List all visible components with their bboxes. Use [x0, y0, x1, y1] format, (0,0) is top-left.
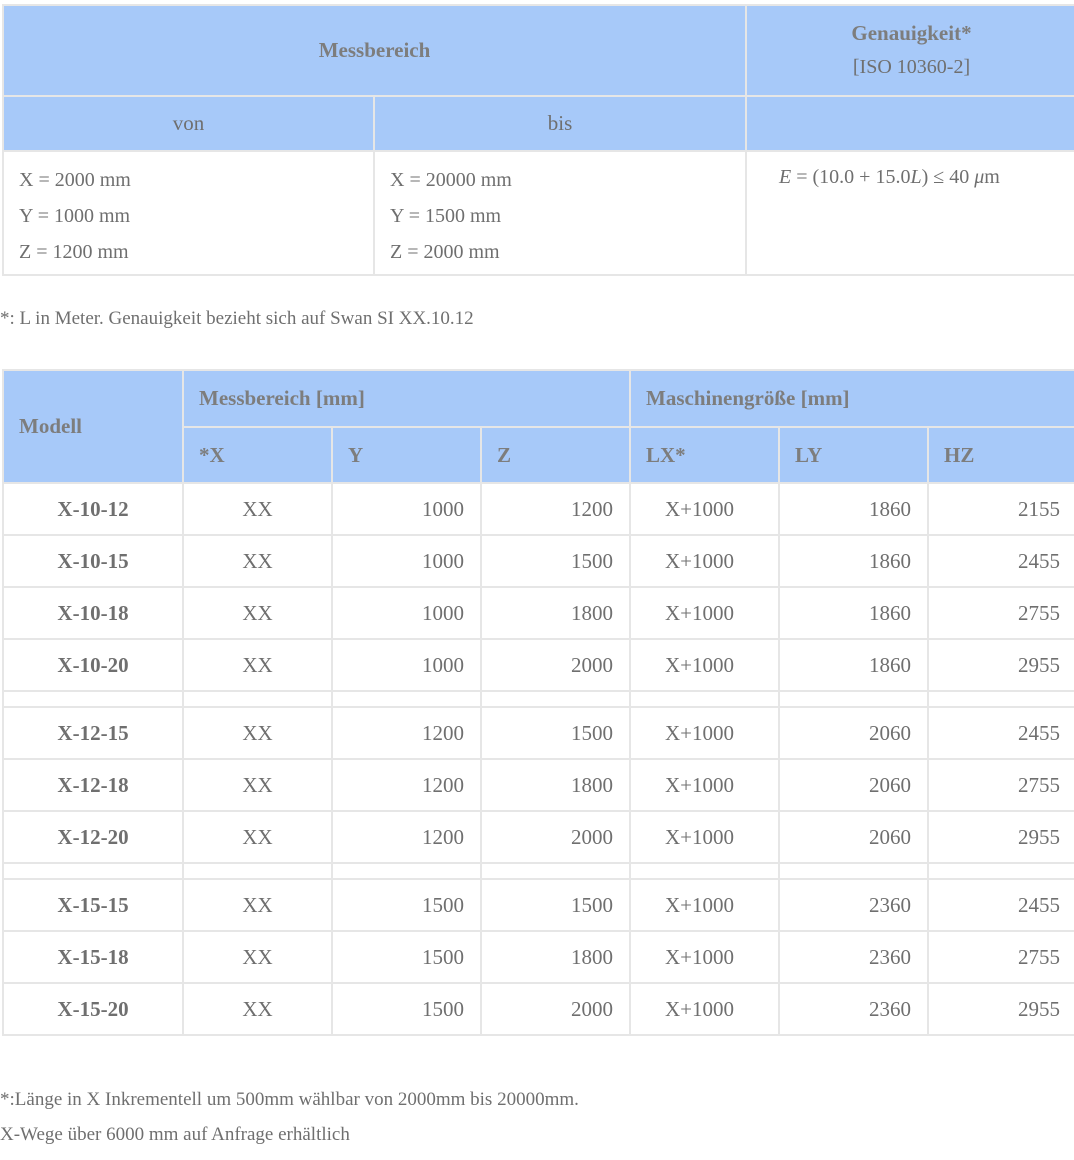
cell-lx: X+1000: [630, 483, 779, 535]
cell-x: XX: [183, 759, 332, 811]
cell-x: XX: [183, 707, 332, 759]
model-name-cell: X-10-12: [3, 483, 183, 535]
model-name-cell: X-15-18: [3, 931, 183, 983]
xwege-note: X-Wege über 6000 mm auf Anfrage erhältlich: [0, 1124, 350, 1145]
cell-lx: X+1000: [630, 983, 779, 1035]
length-note: *:Länge in X Inkrementell um 500mm wählbar von 2000mm bis 20000mm.: [0, 1089, 579, 1110]
cell-ly: 1860: [779, 535, 928, 587]
cell-x: XX: [183, 931, 332, 983]
cell-hz: 2455: [928, 879, 1074, 931]
modell-header: Modell: [3, 370, 183, 483]
model-table-body: [3, 483, 1074, 1035]
bis-header: bis: [374, 96, 746, 151]
cell-lx: X+1000: [630, 879, 779, 931]
cell-x: XX: [183, 811, 332, 863]
separator-cell: [630, 863, 779, 879]
spec-table: [2, 4, 1074, 276]
bis-z: Z = 2000 mm: [390, 241, 500, 263]
messbereich-header: Messbereich: [3, 5, 746, 96]
von-x: X = 2000 mm: [19, 169, 131, 191]
col-y-header: Y: [332, 427, 481, 483]
cell-hz: 2755: [928, 587, 1074, 639]
genauigkeit-title: Genauigkeit*: [851, 20, 972, 45]
cell-ly: 2360: [779, 983, 928, 1035]
model-name-cell: X-15-20: [3, 983, 183, 1035]
separator-cell: [481, 691, 630, 707]
genauigkeit-cell: [746, 151, 1074, 275]
col-lx-header: LX*: [630, 427, 779, 483]
model-name-cell: X-12-18: [3, 759, 183, 811]
cell-ly: 2060: [779, 707, 928, 759]
cell-hz: 2455: [928, 535, 1074, 587]
cell-ly: 1860: [779, 587, 928, 639]
cell-y: 1000: [332, 535, 481, 587]
separator-cell: [481, 863, 630, 879]
table-row: [3, 931, 1074, 983]
cell-hz: 2455: [928, 707, 1074, 759]
cell-y: 1000: [332, 587, 481, 639]
von-z: Z = 1200 mm: [19, 241, 129, 263]
cell-lx: X+1000: [630, 811, 779, 863]
cell-lx: X+1000: [630, 707, 779, 759]
model-name-cell: X-12-20: [3, 811, 183, 863]
cell-hz: 2755: [928, 759, 1074, 811]
accuracy-note: *: L in Meter. Genauigkeit bezieht sich auf Swan SI XX.10.12: [0, 308, 474, 329]
model-name-cell: X-10-20: [3, 639, 183, 691]
separator-cell: [928, 863, 1074, 879]
col-hz-header: HZ: [928, 427, 1074, 483]
von-cell: [3, 151, 374, 275]
bis-y: Y = 1500 mm: [390, 205, 502, 227]
model-table: [2, 369, 1074, 1036]
table-row: [3, 759, 1074, 811]
cell-x: XX: [183, 483, 332, 535]
cell-lx: X+1000: [630, 587, 779, 639]
cell-x: XX: [183, 879, 332, 931]
table-row: [3, 879, 1074, 931]
separator-cell: [630, 691, 779, 707]
cell-lx: X+1000: [630, 639, 779, 691]
von-y: Y = 1000 mm: [19, 205, 131, 227]
separator-cell: [183, 691, 332, 707]
cell-hz: 2955: [928, 811, 1074, 863]
cell-y: 1500: [332, 931, 481, 983]
separator-cell: [332, 691, 481, 707]
cell-ly: 1860: [779, 639, 928, 691]
cell-hz: 2955: [928, 983, 1074, 1035]
cell-y: 1000: [332, 483, 481, 535]
table-row: [3, 587, 1074, 639]
model-name-cell: X-12-15: [3, 707, 183, 759]
group-separator: [3, 863, 1074, 879]
cell-z: 1500: [481, 535, 630, 587]
table-row: [3, 535, 1074, 587]
cell-y: 1200: [332, 707, 481, 759]
cell-ly: 2360: [779, 931, 928, 983]
separator-cell: [3, 863, 183, 879]
maschinengroesse-header: Maschinengröße [mm]: [630, 370, 1074, 427]
table-row: [3, 811, 1074, 863]
cell-ly: 2060: [779, 811, 928, 863]
col-ly-header: LY: [779, 427, 928, 483]
cell-lx: X+1000: [630, 535, 779, 587]
bis-x: X = 20000 mm: [390, 169, 512, 191]
cell-x: XX: [183, 587, 332, 639]
cell-ly: 2360: [779, 879, 928, 931]
model-name-cell: X-10-18: [3, 587, 183, 639]
separator-cell: [3, 691, 183, 707]
col-x-header: *X: [183, 427, 332, 483]
cell-z: 2000: [481, 983, 630, 1035]
cell-y: 1500: [332, 879, 481, 931]
cell-x: XX: [183, 639, 332, 691]
group-separator: [3, 691, 1074, 707]
model-name-cell: X-15-15: [3, 879, 183, 931]
cell-z: 1200: [481, 483, 630, 535]
cell-z: 1500: [481, 879, 630, 931]
separator-cell: [928, 691, 1074, 707]
table-row: [3, 983, 1074, 1035]
cell-y: 1500: [332, 983, 481, 1035]
separator-cell: [332, 863, 481, 879]
cell-y: 1200: [332, 811, 481, 863]
col-z-header: Z: [481, 427, 630, 483]
accuracy-formula: E = (10.0 + 15.0L) ≤ 40 μm: [779, 166, 1000, 188]
cell-hz: 2955: [928, 639, 1074, 691]
von-header: von: [3, 96, 374, 151]
cell-z: 1800: [481, 587, 630, 639]
cell-x: XX: [183, 535, 332, 587]
cell-z: 1800: [481, 759, 630, 811]
cell-ly: 1860: [779, 483, 928, 535]
cell-hz: 2755: [928, 931, 1074, 983]
cell-y: 1000: [332, 639, 481, 691]
cell-lx: X+1000: [630, 931, 779, 983]
table-row: [3, 707, 1074, 759]
cell-z: 2000: [481, 811, 630, 863]
separator-cell: [779, 863, 928, 879]
cell-z: 1800: [481, 931, 630, 983]
separator-cell: [183, 863, 332, 879]
separator-cell: [779, 691, 928, 707]
cell-x: XX: [183, 983, 332, 1035]
empty-header: [746, 96, 1074, 151]
cell-ly: 2060: [779, 759, 928, 811]
cell-hz: 2155: [928, 483, 1074, 535]
bis-cell: [374, 151, 746, 275]
cell-z: 2000: [481, 639, 630, 691]
messbereich-mm-header: Messbereich [mm]: [183, 370, 630, 427]
cell-y: 1200: [332, 759, 481, 811]
genauigkeit-standard: [ISO 10360-2]: [852, 55, 971, 78]
cell-z: 1500: [481, 707, 630, 759]
table-row: [3, 483, 1074, 535]
cell-lx: X+1000: [630, 759, 779, 811]
model-name-cell: X-10-15: [3, 535, 183, 587]
table-row: [3, 639, 1074, 691]
genauigkeit-header: [746, 5, 1074, 96]
